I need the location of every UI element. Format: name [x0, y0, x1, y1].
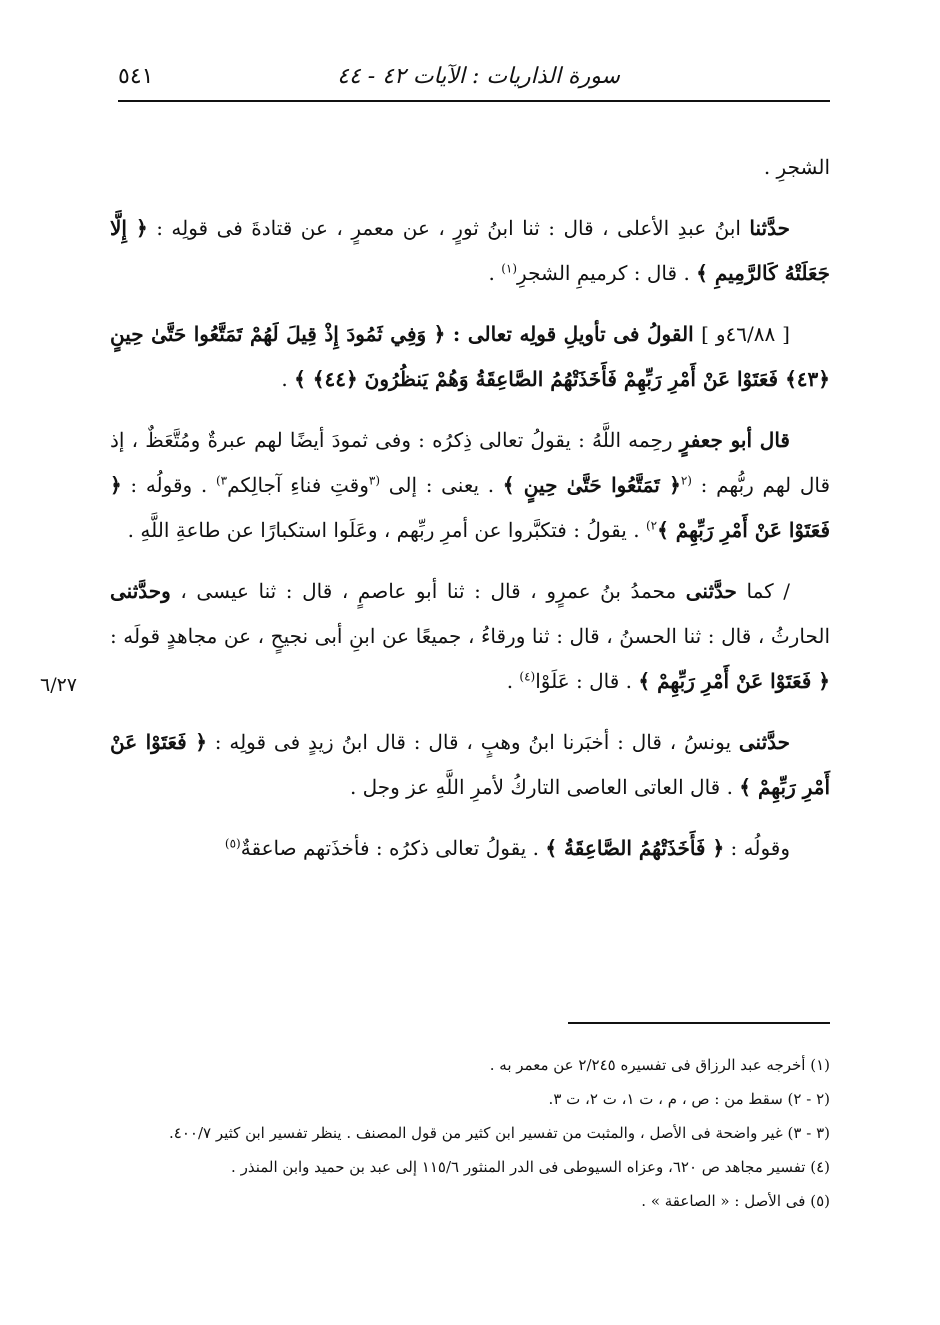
isnad-keyword: حدَّثنى [738, 730, 790, 754]
header-title: سورة الذاريات : الآيات ٤٢ - ٤٤ [337, 64, 620, 89]
quran-quote: ﴿ فَأَخَذَتْهُمُ الصَّاعِقَةُ ﴾ [545, 836, 725, 860]
footnotes [110, 1050, 830, 1220]
paragraph [110, 312, 830, 402]
running-header [118, 56, 830, 100]
text-run: الشجرِ . [763, 155, 830, 179]
footnote-marker: (٤) [519, 669, 536, 684]
paragraph [110, 569, 830, 704]
quran-quote: ﴿ إِلَّا جَعَلَتْهُ كَالرَّمِيمِ ﴾ [110, 216, 830, 285]
footnote-rule [568, 1022, 830, 1024]
footnote: (٤) تفسير مجاهد ص ٦٢٠، وعزاه السيوطى فى الدر المنثور ١١٥/٦ إلى عبد بن حميد وابن المنذر . [231, 1158, 830, 1176]
text-run: / كما [736, 579, 790, 603]
text-run: . [506, 669, 520, 693]
paragraph [110, 206, 830, 296]
paragraph [110, 720, 830, 810]
paragraph [110, 826, 830, 871]
quran-quote: ﴿ وَفِي ثَمُودَ إِذْ قِيلَ لَهُمْ تَمَتَّعُوا حَتَّىٰ حِينٍ ﴿٤٣﴾ فَعَتَوْا عَنْ أَمْرِ رَبِّهِمْ فَأَخَذَتْهُمُ الصَّاعِقَةُ وَهُمْ يَنظُرُونَ ﴿٤٤﴾ ﴾ [110, 322, 830, 391]
margin-reference: ٦/٢٧ [40, 674, 78, 696]
header-rule [118, 100, 830, 102]
text-run: وقولُه : [724, 836, 790, 860]
quran-quote: ﴿ تَمَتَّعُوا حَتَّىٰ حِينٍ ﴾ [502, 473, 681, 497]
text-run: الحارثُ ، قال : ثنا الحسنُ ، قال : ثنا ورقاءُ ، جميعًا عن ابنِ أبى نجيحٍ ، عن مجاهدٍ قولَه : [110, 624, 830, 648]
text-run: . [281, 367, 295, 391]
footnote-marker: (٥) [224, 836, 241, 851]
isnad-keyword: حدَّثنا [749, 216, 790, 240]
footnote-marker: ٢) [645, 518, 658, 533]
isnad-keyword: وحدَّثنى [110, 579, 171, 603]
footnote: (١) أخرجه عبد الرزاق فى تفسيره ٢/٢٤٥ عن معمر به . [489, 1056, 830, 1074]
text-run: يونسُ ، قال : أخبَرنا ابنُ وهبٍ ، قال : قال ابنُ زيدٍ فى قولِه : [206, 730, 739, 754]
text-run: . قال : كرميمِ الشجرِ [517, 261, 697, 285]
footnote-marker: ٣) [215, 473, 228, 488]
text-run: ابنُ عبدِ الأعلى ، قال : ثنا ابنُ ثورٍ ، عن معمرٍ ، عن قتادةَ فى قولِه : [147, 216, 750, 240]
text-run: . يقولُ تعالى ذكرُه : فأخذَتهم صاعقةٌ [240, 836, 546, 860]
text-run: . [488, 261, 502, 285]
text-run: . قال العاتى العاصى التاركُ لأمرِ اللَّهِ عز وجل . [349, 775, 740, 799]
page-number: ٥٤١ [118, 64, 154, 89]
footnote: (٣ - ٣) غير واضحة فى الأصل ، والمثبت من تفسير ابن كثير من قول المصنف . ينظر تفسير ابن كثير ٤٠٠/٧. [169, 1124, 830, 1142]
text-run: . قال : عَلَوْا [535, 669, 639, 693]
footnote-marker: (٢ [680, 473, 692, 488]
text-run: . يقولُ : فتكبَّروا عن أمرِ ربِّهم ، وعَلَوا استكبارًا عن طاعةِ اللَّهِ . [127, 518, 646, 542]
text-run: محمدُ بنُ عمرٍو ، قال : ثنا أبو عاصمٍ ، قال : ثنا عيسى ، [170, 579, 686, 603]
text-run: . يعنى : إلى [380, 473, 503, 497]
main-text [110, 145, 830, 887]
footnote: (٥) فى الأصل : « الصاعقة » . [641, 1192, 830, 1210]
text-run: . وقولُه : [121, 473, 216, 497]
section-heading: القولُ فى تأويلِ قولِه تعالى : [445, 322, 702, 346]
footnote-marker: (٣ [368, 473, 381, 488]
author-name: قال أبو جعفرٍ [679, 428, 790, 452]
text-run: رحِمه اللَّهُ : يقولُ تعالى ذِكرُه : وفى ثمودَ أيضًا لهم عبرةٌ ومُتَّعَظٌ ، إذ قال لهم ربُّهم : [110, 428, 831, 497]
quran-quote: ﴿ فَعَتَوْا عَنْ أَمْرِ رَبِّهِمْ ﴾ [110, 473, 830, 542]
isnad-keyword: حدَّثنى [685, 579, 737, 603]
quran-quote: ﴿ فَعَتَوْا عَنْ أَمْرِ رَبِّهِمْ ﴾ [110, 730, 830, 799]
text-run: وقتِ فناءِ آجالِكم [227, 473, 369, 497]
volume-reference: [ ٤٦/٨٨و ] [701, 322, 790, 346]
footnote: (٢ - ٢) سقط من : ص ، م ، ت ١، ت ٢، ت ٣. [548, 1090, 830, 1108]
paragraph [110, 418, 830, 553]
paragraph [110, 145, 830, 190]
footnote-marker: (١) [501, 261, 518, 276]
quran-quote: ﴿ فَعَتَوْا عَنْ أَمْرِ رَبِّهِمْ ﴾ [638, 669, 830, 693]
